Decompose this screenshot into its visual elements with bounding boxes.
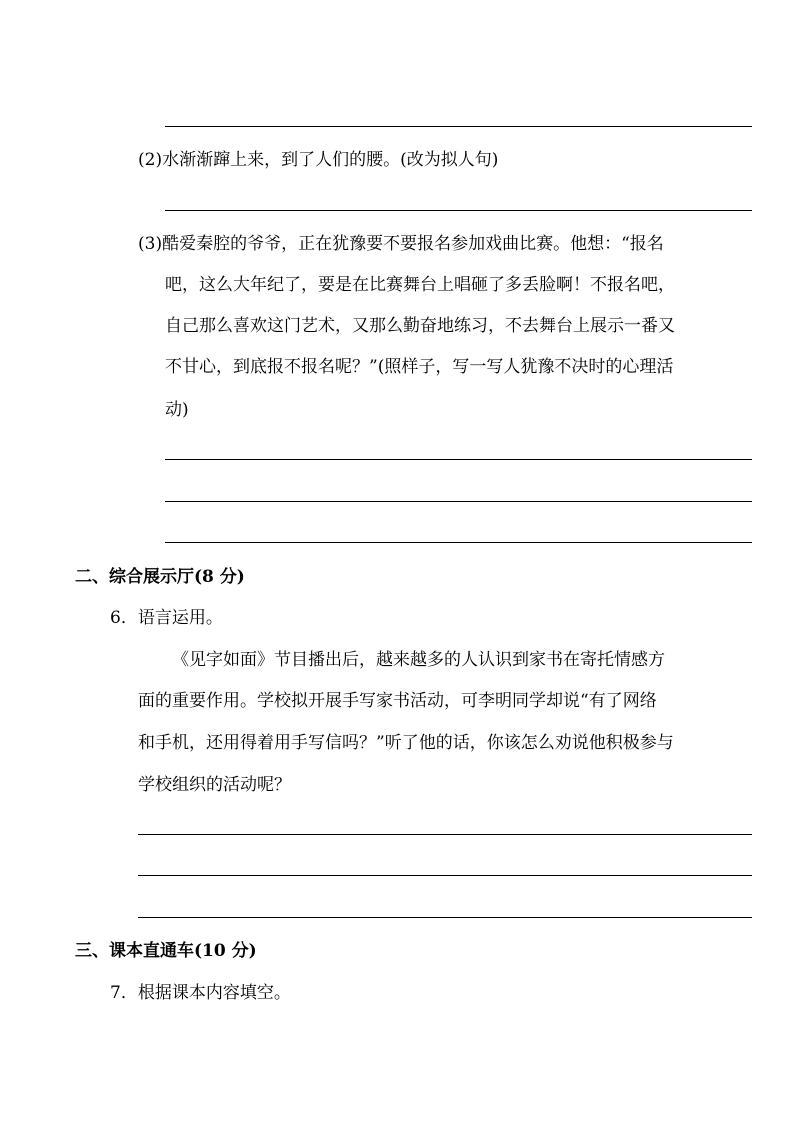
q7-title: 7．根据课本内容填空。 xyxy=(110,983,291,1003)
q5-item-3-line: 自己那么喜欢这门艺术，又那么勤奋地练习，不去舞台上展示一番又 xyxy=(165,316,675,336)
q6-paragraph-line: 学校组织的活动呢？ xyxy=(138,775,291,795)
answer-line xyxy=(138,834,752,835)
q5-item-3-line: 吧，这么大年纪了，要是在比赛舞台上唱砸了多丢脸啊！不报名吧， xyxy=(165,275,675,295)
answer-line xyxy=(165,459,752,460)
q6-paragraph-line: 《见字如面》节目播出后，越来越多的人认识到家书在寄托情感方 xyxy=(172,650,665,670)
q5-item-3-line: 不甘心，到底报不报名呢？”(照样子，写一写人犹豫不决时的心理活 xyxy=(165,357,674,377)
section-2-heading: 二、综合展示厅(8 分) xyxy=(75,567,245,587)
q6-title: 6．语言运用。 xyxy=(110,608,223,628)
answer-line xyxy=(165,501,752,502)
answer-line xyxy=(165,210,752,211)
answer-line xyxy=(138,875,752,876)
answer-line xyxy=(165,542,752,543)
q6-paragraph-line: 面的重要作用。学校拟开展手写家书活动，可李明同学却说“有了网络 xyxy=(138,691,657,711)
q5-item-3-line: (3)酷爱秦腔的爷爷，正在犹豫要不要报名参加戏曲比赛。他想：“报名 xyxy=(138,234,664,254)
q5-item-2: (2)水渐渐蹿上来，到了人们的腰。(改为拟人句) xyxy=(138,150,499,170)
q6-paragraph-line: 和手机，还用得着用手写信吗？”听了他的话，你该怎么劝说他积极参与 xyxy=(138,733,674,753)
answer-line xyxy=(165,126,752,127)
section-3-heading: 三、课本直通车(10 分) xyxy=(75,941,257,961)
answer-line xyxy=(138,917,752,918)
q5-item-3-line: 动) xyxy=(165,400,189,420)
